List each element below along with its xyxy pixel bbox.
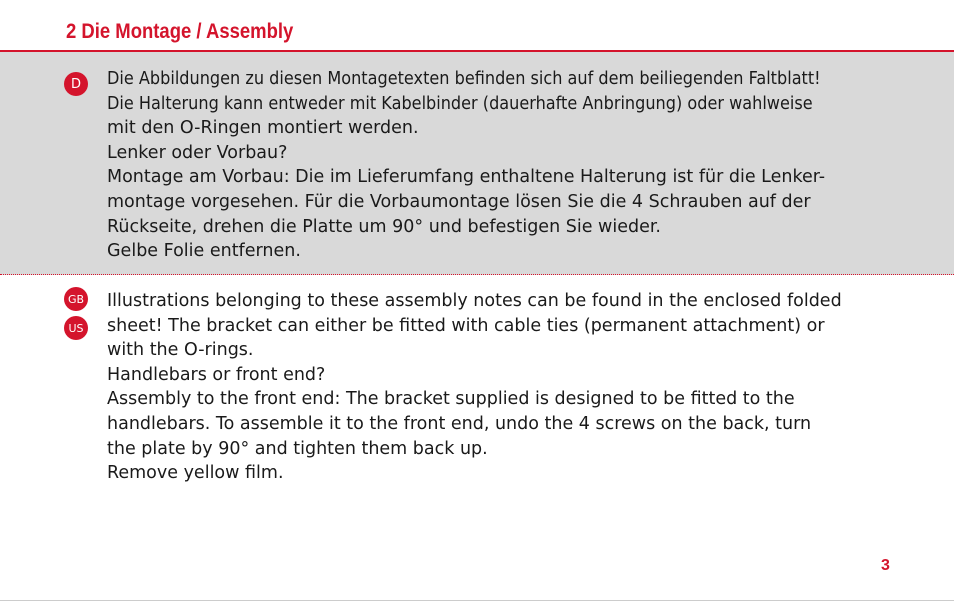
- text-line: Rückseite, drehen die Platte um 90° und befestigen Sie wieder.: [107, 216, 661, 237]
- german-text: [107, 67, 883, 264]
- text-line: Lenker oder Vorbau?: [107, 142, 288, 163]
- text-line: Montage am Vorbau: Die im Lieferumfang enthaltene Halterung ist für die Lenker-: [107, 167, 826, 188]
- text-line: Die Abbildungen zu diesen Montagetexten befinden sich auf dem beiliegenden Faltblatt!: [107, 69, 821, 89]
- text-line: Handlebars or front end?: [107, 364, 326, 385]
- section-title: 2 Die Montage / Assembly: [66, 20, 294, 43]
- english-section: [0, 276, 954, 506]
- german-section: [0, 52, 954, 275]
- language-badge-de: D: [64, 72, 88, 96]
- language-badge-gb: GB: [64, 287, 88, 311]
- text-line: Assembly to the front end: The bracket supplied is designed to be fitted to the: [107, 389, 795, 410]
- text-line: mit den O-Ringen montiert werden.: [107, 118, 419, 139]
- text-line: Remove yellow film.: [107, 463, 284, 484]
- text-line: Illustrations belonging to these assembly notes can be found in the enclosed folded: [107, 291, 842, 311]
- page-header: [0, 0, 954, 52]
- text-line: with the O-rings.: [107, 340, 254, 361]
- text-line: montage vorgesehen. Für die Vorbaumontage lösen Sie die 4 Schrauben auf der: [107, 191, 811, 212]
- text-line: handlebars. To assemble it to the front end, undo the 4 screws on the back, turn: [107, 413, 812, 434]
- language-badge-us: US: [64, 316, 88, 340]
- text-line: sheet! The bracket can either be fitted with cable ties (permanent attachment) or: [107, 315, 825, 336]
- text-line: the plate by 90° and tighten them back up.: [107, 438, 488, 459]
- text-line: Die Halterung kann entweder mit Kabelbinder (dauerhafte Anbringung) oder wahlweise: [107, 93, 813, 114]
- footer-divider: [0, 600, 954, 601]
- english-text: [107, 289, 842, 486]
- page-number: 3: [881, 557, 890, 574]
- text-line: Gelbe Folie entfernen.: [107, 241, 301, 262]
